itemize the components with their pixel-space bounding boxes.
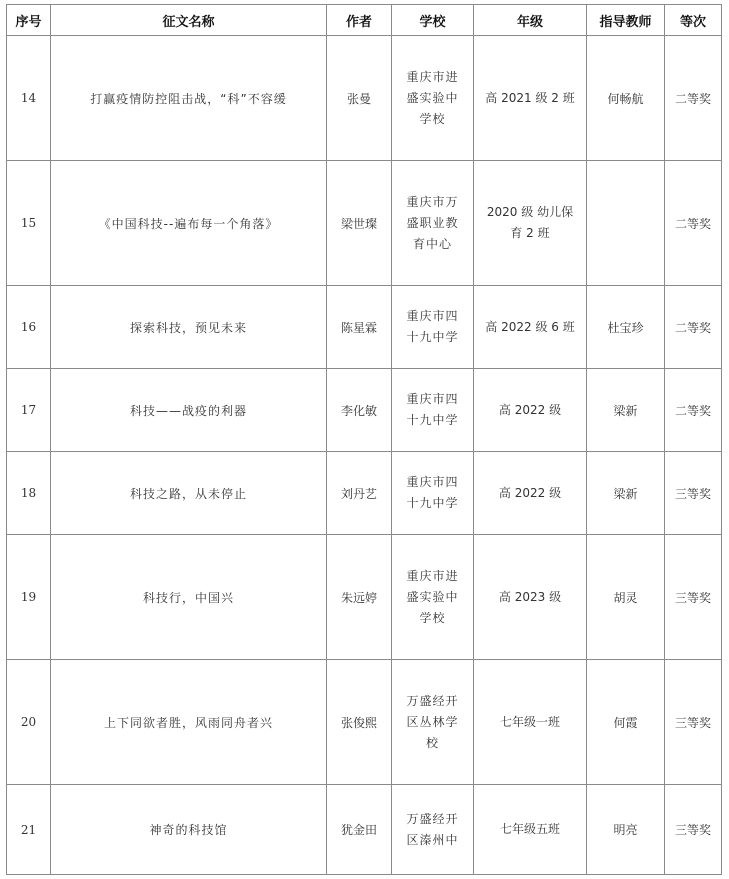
grade-line: 高 2022 级 6 班 bbox=[485, 319, 575, 334]
essay-title: 科技——战疫的利器 bbox=[51, 369, 327, 452]
school-line: 十九中学 bbox=[406, 496, 459, 510]
grade-line: 七年级五班 bbox=[499, 822, 560, 836]
grade bbox=[474, 161, 587, 286]
award-level: 三等奖 bbox=[665, 660, 722, 785]
row-index: 15 bbox=[7, 161, 51, 286]
row-index: 20 bbox=[7, 660, 51, 785]
teacher-name: 杜宝珍 bbox=[587, 286, 665, 369]
school-name bbox=[392, 286, 474, 369]
grade bbox=[474, 286, 587, 369]
teacher-name: 明亮 bbox=[587, 785, 665, 875]
header-row bbox=[7, 5, 722, 36]
school-line: 重庆市四 bbox=[406, 392, 459, 406]
teacher-name: 梁新 bbox=[587, 369, 665, 452]
table-row bbox=[7, 161, 722, 286]
row-index: 16 bbox=[7, 286, 51, 369]
row-index: 18 bbox=[7, 452, 51, 535]
grade-line: 高 2023 级 bbox=[498, 589, 562, 604]
header-title: 征文名称 bbox=[51, 5, 327, 36]
author-name: 梁世璨 bbox=[327, 161, 392, 286]
school-line: 盛实验中 bbox=[406, 90, 459, 105]
school-name bbox=[392, 452, 474, 535]
teacher-name: 梁新 bbox=[587, 452, 665, 535]
essay-title: 打赢疫情防控阻击战，“科”不容缓 bbox=[51, 36, 327, 161]
table-row bbox=[7, 36, 722, 161]
author-name: 犹金田 bbox=[327, 785, 392, 875]
school-line: 重庆市四 bbox=[406, 309, 459, 323]
award-level: 二等奖 bbox=[665, 286, 722, 369]
row-index: 19 bbox=[7, 535, 51, 660]
essay-title: 科技行，中国兴 bbox=[51, 535, 327, 660]
award-level: 二等奖 bbox=[665, 369, 722, 452]
school-line: 十九中学 bbox=[406, 413, 459, 427]
school-line: 盛实验中 bbox=[406, 589, 459, 604]
author-name: 张曼 bbox=[327, 36, 392, 161]
award-level: 三等奖 bbox=[665, 535, 722, 660]
award-level: 二等奖 bbox=[665, 161, 722, 286]
table-row bbox=[7, 535, 722, 660]
school-line: 学校 bbox=[419, 111, 446, 126]
header-author: 作者 bbox=[327, 5, 392, 36]
school-name bbox=[392, 535, 474, 660]
award-level: 三等奖 bbox=[665, 452, 722, 535]
grade-line: 七年级一班 bbox=[499, 714, 560, 729]
essay-title: 神奇的科技馆 bbox=[51, 785, 327, 875]
school-name bbox=[392, 785, 474, 875]
header-grade: 年级 bbox=[474, 5, 587, 36]
essay-title: 探索科技，预见未来 bbox=[51, 286, 327, 369]
grade bbox=[474, 535, 587, 660]
school-name bbox=[392, 36, 474, 161]
award-level: 三等奖 bbox=[665, 785, 722, 875]
school-line: 重庆市万 bbox=[406, 194, 459, 209]
essay-title: 上下同欲者胜，风雨同舟者兴 bbox=[51, 660, 327, 785]
school-name bbox=[392, 660, 474, 785]
essay-title: 科技之路，从未停止 bbox=[51, 452, 327, 535]
school-line: 万盛经开 bbox=[406, 693, 459, 708]
table-row bbox=[7, 286, 722, 369]
teacher-name: 胡灵 bbox=[587, 535, 665, 660]
author-name: 朱远婷 bbox=[327, 535, 392, 660]
grade-line: 育 2 班 bbox=[510, 226, 550, 240]
author-name: 李化敏 bbox=[327, 369, 392, 452]
school-name bbox=[392, 161, 474, 286]
grade-line: 高 2021 级 2 班 bbox=[485, 90, 575, 105]
school-line: 区丛林学 bbox=[406, 714, 459, 729]
grade bbox=[474, 660, 587, 785]
school-line: 十九中学 bbox=[406, 330, 459, 344]
school-line: 校 bbox=[425, 735, 439, 750]
school-line: 学校 bbox=[419, 610, 446, 625]
row-index: 14 bbox=[7, 36, 51, 161]
school-line: 育中心 bbox=[412, 236, 452, 251]
teacher-name: 何霞 bbox=[587, 660, 665, 785]
grade-line: 高 2022 级 bbox=[498, 402, 562, 417]
grade bbox=[474, 369, 587, 452]
table-row bbox=[7, 785, 722, 875]
school-line: 盛职业教 bbox=[406, 215, 459, 230]
essay-title: 《中国科技--遍布每一个角落》 bbox=[51, 161, 327, 286]
author-name: 张俊熙 bbox=[327, 660, 392, 785]
table-row bbox=[7, 452, 722, 535]
school-line: 重庆市进 bbox=[406, 568, 459, 583]
grade-line: 高 2022 级 bbox=[498, 485, 562, 500]
table-row bbox=[7, 369, 722, 452]
grade bbox=[474, 452, 587, 535]
header-award: 等次 bbox=[665, 5, 722, 36]
row-index: 17 bbox=[7, 369, 51, 452]
grade bbox=[474, 785, 587, 875]
school-line: 万盛经开 bbox=[406, 811, 459, 826]
award-level: 二等奖 bbox=[665, 36, 722, 161]
row-index: 21 bbox=[7, 785, 51, 875]
school-line: 重庆市进 bbox=[406, 69, 459, 84]
school-line: 重庆市四 bbox=[406, 475, 459, 489]
award-table bbox=[6, 4, 722, 875]
table-row bbox=[7, 660, 722, 785]
grade-line: 2020 级 幼儿保 bbox=[486, 205, 574, 219]
grade bbox=[474, 36, 587, 161]
header-index: 序号 bbox=[7, 5, 51, 36]
author-name: 陈星霖 bbox=[327, 286, 392, 369]
author-name: 刘丹艺 bbox=[327, 452, 392, 535]
school-name bbox=[392, 369, 474, 452]
header-teacher: 指导教师 bbox=[587, 5, 665, 36]
teacher-name bbox=[587, 161, 665, 286]
header-school: 学校 bbox=[392, 5, 474, 36]
teacher-name: 何畅航 bbox=[587, 36, 665, 161]
school-line: 区溱州中 bbox=[406, 832, 459, 847]
